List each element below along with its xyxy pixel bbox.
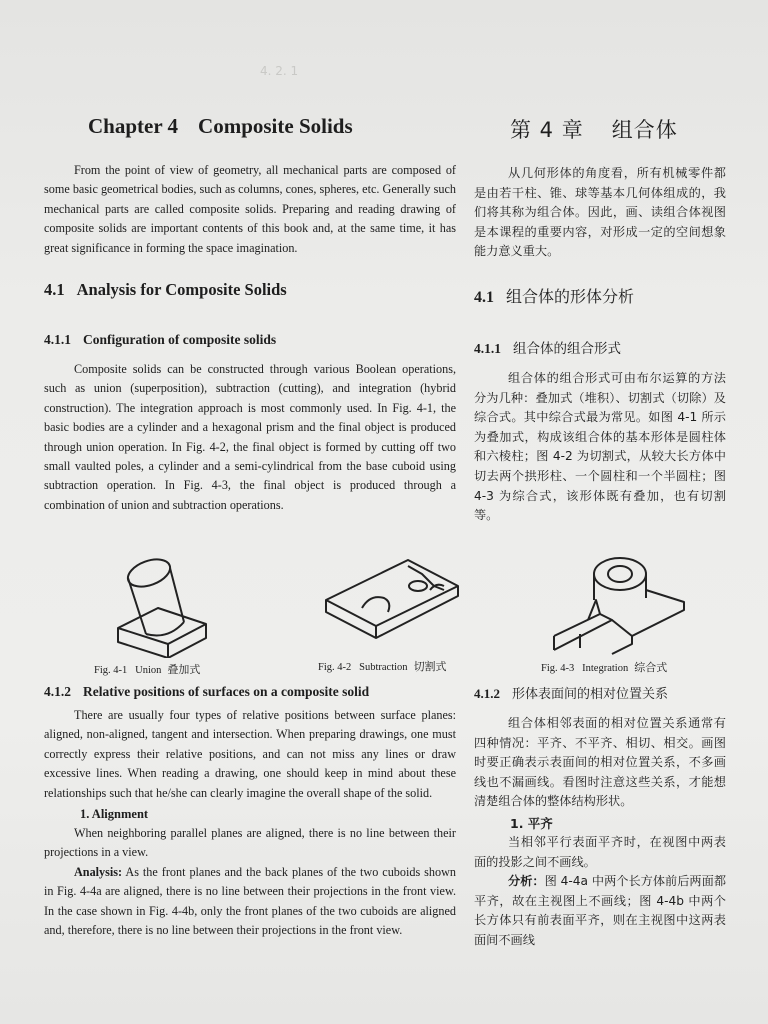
subsection-number: 4.1.2 — [44, 684, 71, 699]
subsection-4-1-1-heading-zh — [474, 337, 726, 357]
figure-4-2-caption — [318, 658, 447, 674]
figure-name: Subtraction — [359, 662, 408, 673]
subsection-number: 4.1.1 — [44, 332, 71, 348]
analysis-label: Analysis: — [74, 864, 123, 879]
chapter-number-en: Chapter 4 — [88, 114, 179, 138]
chapter-number-zh: 第 4 章 — [510, 118, 584, 142]
figure-4-3-caption — [541, 659, 667, 675]
figure-name: Integration — [582, 663, 629, 674]
section-title: 组合体的形体分析 — [506, 286, 635, 306]
analysis-label: 分析： — [508, 874, 545, 889]
paragraph-4-1-2-en: There are usually four types of relative positions between surface planes: aligned, non-aligned, tangent and intersection. When preparing drawings, one must correctly express their relative positions, and can not miss any lines or draw excessive lines. When reading a drawing, one should keep in mind about these relationships such that he/she can clearly imagine the overall shape of the solid. — [44, 708, 456, 800]
section-4-1-heading-en — [44, 280, 456, 300]
subsection-title: 形体表面间的相对位置关系 — [512, 687, 669, 702]
figure-label: Fig. 4-1 — [94, 665, 128, 676]
analysis-paragraph-zh — [474, 872, 726, 950]
chinese-column — [474, 110, 726, 526]
alignment-paragraph-zh: 当相邻平行表面平齐时，在视图中两表面的投影之间不画线。 — [474, 834, 726, 869]
figure-4-1-caption — [94, 661, 200, 677]
subsection-title: 组合体的组合形式 — [513, 340, 621, 357]
figure-name-zh: 综合式 — [634, 661, 668, 674]
intro-paragraph-en: From the point of view of geometry, all mechanical parts are composed of some basic geometrical bodies, such as columns, cones, spheres, etc. Generally such mechanical parts are called composite solids. Preparing and reading drawing of composite solids are important contents of this book and, at the same time, it has great significance in forming the space imagination. — [44, 163, 456, 255]
chapter-heading-zh — [510, 114, 726, 144]
subsection-number: 4.1.2 — [474, 686, 500, 701]
analysis-paragraph-en — [44, 863, 456, 941]
alignment-paragraph-en: When neighboring parallel planes are aligned, there is no line between their projections in a view. — [44, 826, 456, 860]
chapter-heading-en — [88, 114, 456, 139]
alignment-heading-en: 1. Alignment — [80, 807, 149, 822]
figure-4-2-subtraction-drawing — [322, 556, 462, 656]
alignment-heading-zh: 1. 平齐 — [510, 815, 553, 831]
subsection-number: 4.1.1 — [474, 340, 501, 356]
subsection-title: Configuration of composite solids — [83, 332, 277, 348]
figure-4-1-union-drawing — [110, 558, 220, 658]
subsection-4-1-2-heading-en — [44, 684, 456, 700]
figure-label: Fig. 4-2 — [318, 662, 352, 673]
english-lower-column — [44, 684, 456, 940]
section-number: 4.1 — [474, 288, 494, 306]
subsection-4-1-1-heading-en — [44, 332, 456, 348]
paragraph-4-1-1-zh: 组合体的组合形式可由布尔运算的方法分为几种：叠加式（堆积）、切割式（切除）及综合式。其中综合式最为常见。如图 4-1 所示为叠加式，构成该组合体的基本形体是圆柱体和六棱柱；图 4-2 为切割式，从较大长方体中切去两个拱形柱、一个圆柱和一个半圆柱；图 4-3 为综合式，该形体既有叠加，也有切割等。 — [474, 370, 726, 523]
section-4-1-heading-zh — [474, 284, 726, 307]
figure-label: Fig. 4-3 — [541, 663, 575, 674]
analysis-text: 图 4-4a 中两个长方体前后两面都平齐，故在主视图上不画线；图 4-4b 中两个长方体只有前表面平齐，则在主视图中这两表面间不画线 — [474, 874, 727, 947]
show-through-text: 4. 2. 1 — [260, 64, 299, 78]
english-column — [44, 110, 456, 515]
figure-name: Union — [135, 665, 162, 676]
section-number: 4.1 — [44, 280, 65, 300]
figure-name-zh: 叠加式 — [167, 663, 201, 676]
figure-4-3-integration-drawing — [550, 548, 690, 658]
chinese-lower-column — [474, 684, 726, 951]
paragraph-4-1-2-zh: 组合体相邻表面的相对位置关系通常有四种情况：平齐、不平齐、相切、相交。画图时要正确表示表面间的相对位置关系，不多画线也不漏画线。看图时注意这些关系，才能想清楚组合体的整体结构形状。 — [474, 716, 726, 809]
figure-name-zh: 切割式 — [413, 660, 447, 673]
chapter-name-zh: 组合体 — [611, 118, 678, 142]
intro-paragraph-zh: 从几何形体的角度看，所有机械零件都是由若干柱、锥、球等基本几何体组成的，我们将其称为组合体。因此，画、读组合体视图是本课程的重要内容，对形成一定的空间想象能力意义重大。 — [474, 166, 726, 259]
paragraph-4-1-1-en: Composite solids can be constructed through various Boolean operations, such as union (superposition), subtraction (cutting), and integration (hybrid construction). The integration approach is most commonly used. In Fig. 4-1, the basic bodies are a cylinder and a hexagonal prism and the final object is produced through union operation. In Fig. 4-2, the final object is formed by cutting off two small vaulted poles, a cylinder and a semi-cylindrical from the base cuboid using subtraction operation. In Fig. 4-3, the final object is produced through a combination of union and subtraction operations. — [44, 362, 456, 512]
analysis-text: As the front planes and the back planes of the two cuboids shown in Fig. 4-4a are aligned, there is no line between their projections in the front view. In the case shown in Fig. 4-4b, only the front planes of the two cuboids are aligned and, therefore, there is no line between their projections in the front view. — [44, 864, 457, 938]
chapter-name-en: Composite Solids — [198, 114, 353, 138]
subsection-4-1-2-heading-zh — [474, 684, 726, 704]
section-title: Analysis for Composite Solids — [76, 280, 287, 300]
subsection-title: Relative positions of surfaces on a composite solid — [83, 684, 370, 699]
